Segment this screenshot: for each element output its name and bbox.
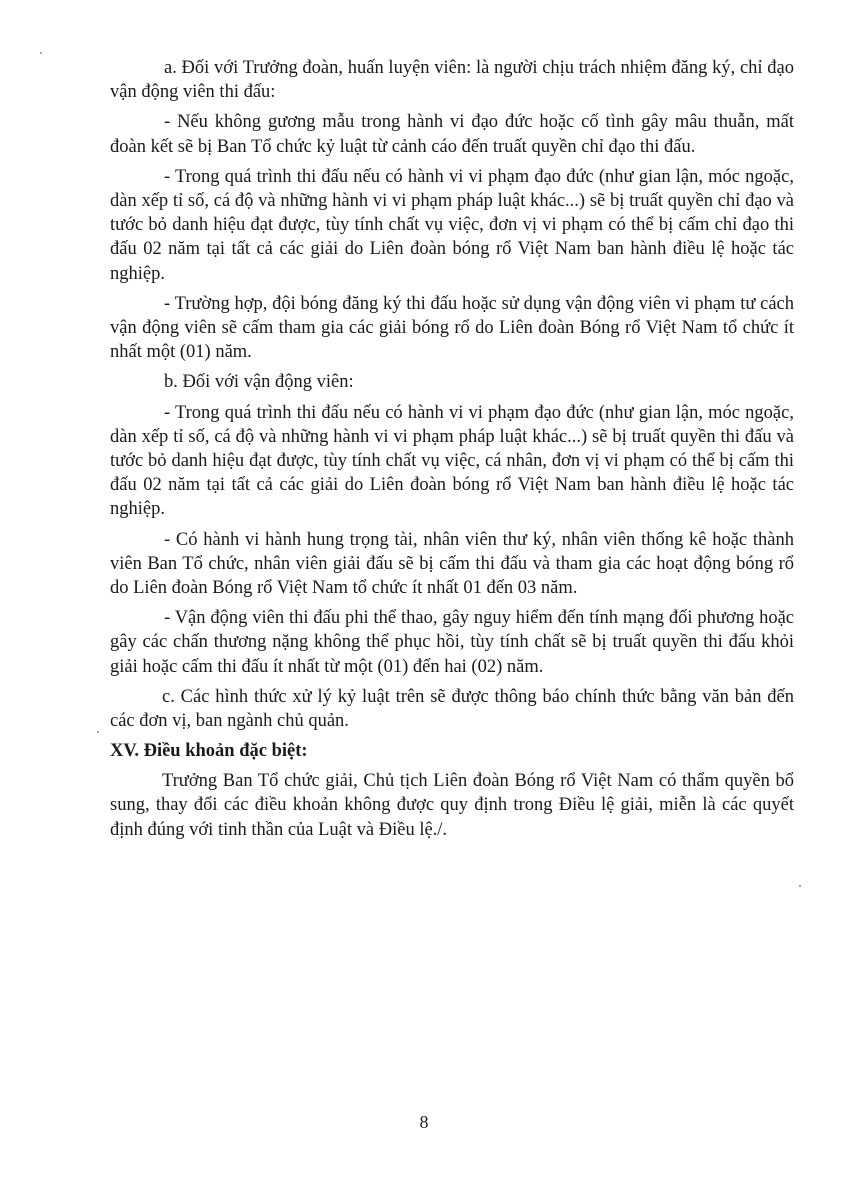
scan-speck-left-margin <box>97 731 99 733</box>
paragraph-athlete-violation: - Trong quá trình thi đấu nếu có hành vi vi phạm đạo đức (như gian lận, móc ngoặc, dàn xếp tỉ số, cá độ và những hành vi vi phạm pháp luật khác...) sẽ bị truất quyền thi đấu và tước bỏ danh hiệu đạt được, tùy tính chất vụ việc, cá nhân, đơn vị vi phạm có thể bị cấm thi đấu 02 năm tại tất cả các giải do Liên đoàn bóng rổ Việt Nam ban hành điều lệ hoặc tác nghiệp. <box>110 402 794 520</box>
paragraph-coach-responsibility: a. Đối với Trưởng đoàn, huấn luyện viên: là người chịu trách nhiệm đăng ký, chỉ đạo vận động viên thi đấu: <box>110 58 794 103</box>
document-body <box>110 56 794 848</box>
paragraph-discipline-notice: c. Các hình thức xử lý kỷ luật trên sẽ được thông báo chính thức bằng văn bản đến các đơn vị, ban ngành chủ quản. <box>110 686 794 732</box>
scan-speck-right-margin <box>799 885 801 887</box>
section-heading: XV. Điều khoản đặc biệt: <box>110 741 308 762</box>
paragraph-coach-conduct: - Nếu không gương mẫu trong hành vi đạo đức hoặc cố tình gây mâu thuẫn, mất đoàn kết sẽ bị Ban Tổ chức kỷ luật từ cảnh cáo đến truất quyền chỉ đạo thi đấu. <box>110 112 794 157</box>
paragraph-special-terms: Trưởng Ban Tổ chức giải, Chủ tịch Liên đoàn Bóng rổ Việt Nam có thẩm quyền bổ sung, thay đổi các điều khoản không được quy định trong Điều lệ giải, miễn là các quyết định đúng với tinh thần của Luật và Điều lệ./. <box>110 771 794 840</box>
paragraph-coach-violation: - Trong quá trình thi đấu nếu có hành vi vi phạm đạo đức (như gian lận, móc ngoặc, dàn xếp tỉ số, cá độ và những hành vi vi phạm pháp luật khác...) sẽ bị truất quyền chỉ đạo và tước bỏ danh hiệu đạt được, tùy tính chất vụ việc, đơn vị vi phạm có thể bị cấm chỉ đạo thi đấu 02 năm tại tất cả các giải do Liên đoàn bóng rổ Việt Nam ban hành điều lệ hoặc tác nghiệp. <box>110 166 794 284</box>
scan-speck-top-left <box>40 52 42 54</box>
paragraph-team-registration: - Trường hợp, đội bóng đăng ký thi đấu hoặc sử dụng vận động viên vi phạm tư cách vận động viên sẽ cấm tham gia các giải bóng rổ do Liên đoàn Bóng rổ Việt Nam tổ chức ít nhất một (01) năm. <box>110 293 794 363</box>
paragraph-athlete-heading: b. Đối với vận động viên: <box>164 372 354 393</box>
page-number: 8 <box>419 1112 429 1132</box>
paragraph-unsporting-play: - Vận động viên thi đấu phi thể thao, gây nguy hiểm đến tính mạng đối phương hoặc gây các chấn thương nặng không thể phục hồi, tùy tính chất sẽ bị truất quyền thi đấu khỏi giải hoặc cấm thi đấu ít nhất từ một (01) đến hai (02) năm. <box>110 608 794 677</box>
paragraph-assault-referee: - Có hành vi hành hung trọng tài, nhân viên thư ký, nhân viên thống kê hoặc thành viên Ban Tổ chức, nhân viên giải đấu sẽ bị cấm thi đấu và tham gia các hoạt động bóng rổ do Liên đoàn Bóng rổ Việt Nam tổ chức ít nhất 01 đến 03 năm. <box>110 529 794 599</box>
